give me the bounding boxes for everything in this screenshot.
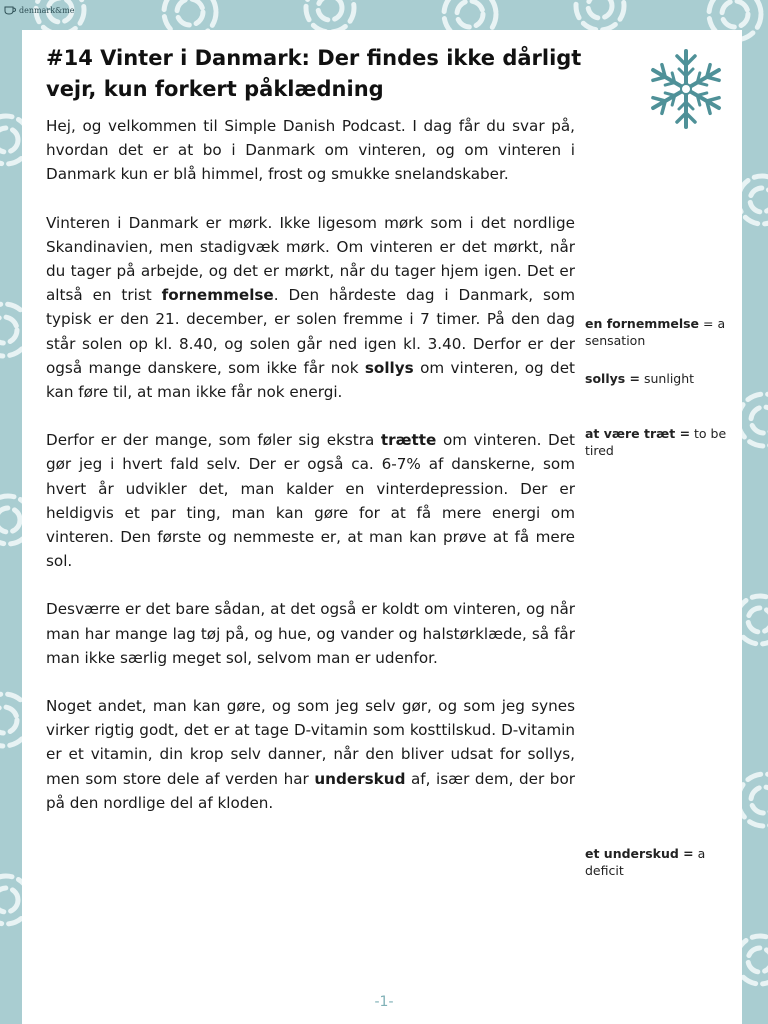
glossary-term: sollys =: [585, 371, 641, 386]
text-run: af, især dem, der bor på den nordlige del af kloden.: [46, 769, 575, 812]
text-run: om vinteren. Det gør jeg i hvert fald selv. Der er også ca. 6-7% af danskerne, som hvert år udvikler det, man kalder en vinterdepression. Der er heldigvis et par ting, man kan gøre for at få mere energi om vinteren. Den første og nemmeste er, at man kan prøve at få mere sol.: [46, 431, 576, 571]
snowflake-icon: [642, 45, 730, 133]
glossary-term: at være træt =: [585, 426, 691, 441]
glossary-meaning: a sensation: [585, 316, 726, 348]
teacup-icon: [4, 5, 16, 15]
text-run: Noget andet, man kan gøre, og som jeg selv gør, og som jeg synes virker rigtig godt, det er at tage D-vitamin som kosttilskud. D-vitamin er et vitamin, din krop selv danner, når den bliver udsat for sollys, men som store dele af verden har: [46, 697, 575, 788]
glossary-entry-traet: [585, 425, 745, 459]
glossary-meaning: to be tired: [585, 426, 727, 458]
brand-name: denmark&me: [19, 5, 75, 15]
glossary-entry-fornemmelse: [585, 315, 745, 349]
text-run: . Den hårdeste dag i Danmark, som typisk er den 21. december, er solen fremme i 7 timer. På den dag står solen op kl. 8.40, og solen går ned igen kl. 3.40. Derfor er der også mange danskere, som ikke får nok: [46, 286, 575, 377]
glossary-term: en fornemmelse: [585, 316, 700, 331]
paragraph-intro: Hej, og velkommen til Simple Danish Podcast. I dag får du svar på, hvordan det er at bo i Danmark om vinteren, og om vinteren i Danmark kun er blå himmel, frost og smukke snelandskaber.: [46, 117, 575, 184]
vocab-term-traette: trætte: [380, 431, 437, 450]
page-number: -1-: [374, 994, 394, 1010]
glossary-term: et underskud =: [585, 846, 694, 861]
text-run: Vinteren i Danmark er mørk. Ikke ligesom mørk som i det nordlige Skandinavien, men stadigvæk mørk. Om vinteren er det mørkt, når du tager på arbejde, og det er mørkt, når du tager hjem igen. Det er altså en trist: [46, 213, 575, 305]
paragraph-vitamin-d: [46, 694, 575, 815]
paragraph-cold: Desværre er det bare sådan, at det også er koldt om vinteren, og når man har mange lag tøj på, og hue, og vander og halstørklæde, så får man ikke særlig meget sol, selvom man er udenfor.: [46, 600, 575, 667]
paragraph-tiredness: [46, 428, 575, 573]
page-title: #14 Vinter i Danmark: Der findes ikke dårligt vejr, kun forkert påklædning: [46, 46, 582, 101]
glossary-entry-sollys: [585, 370, 745, 387]
text-run: Derfor er der mange, som føler sig ekstra: [46, 431, 381, 450]
brand-logo: [4, 2, 74, 18]
vocab-term-sollys: sollys: [364, 358, 414, 377]
vocab-term-fornemmelse: fornemmelse: [161, 286, 274, 305]
glossary-meaning: a deficit: [585, 846, 706, 878]
glossary-entry-underskud: [585, 845, 745, 879]
text-run: om vinteren, og det kan føre til, at man ikke får nok energi.: [46, 358, 575, 402]
glossary-separator: =: [699, 316, 718, 331]
paragraph-darkness: [46, 211, 575, 405]
glossary-meaning: sunlight: [644, 371, 695, 386]
article-body: [46, 114, 575, 839]
vocab-term-underskud: underskud: [314, 769, 406, 788]
